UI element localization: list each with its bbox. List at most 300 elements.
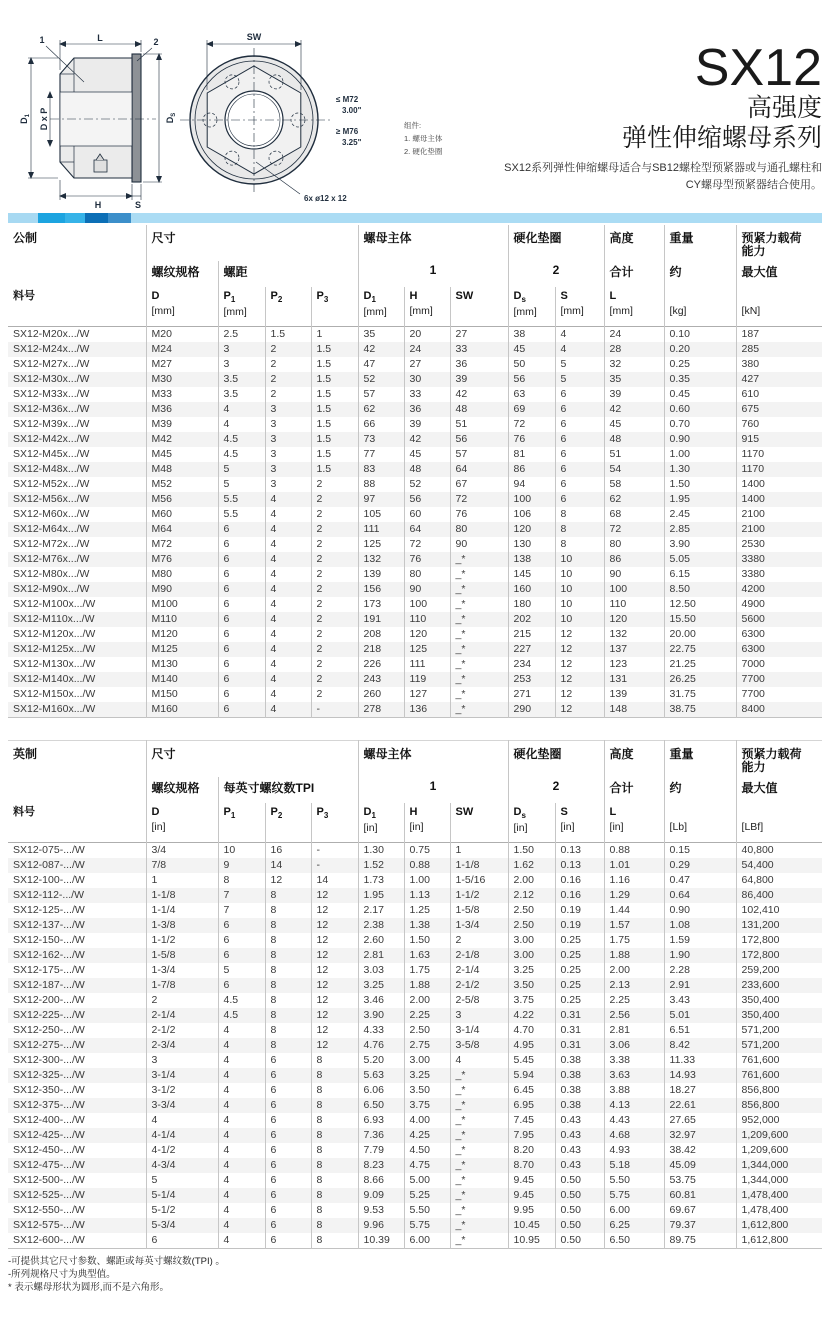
table-row — [8, 993, 822, 1008]
table-cell: 48 — [450, 402, 508, 417]
table-cell: 6 — [555, 477, 604, 492]
table-cell: 191 — [358, 612, 404, 627]
table-row — [8, 447, 822, 462]
table-cell: 0.25 — [555, 993, 604, 1008]
table-cell: 3.06 — [604, 1038, 664, 1053]
table-cell: _* — [450, 1113, 508, 1128]
table-cell: 139 — [604, 687, 664, 702]
table-cell: 4.33 — [358, 1023, 404, 1038]
table-cell: 90 — [604, 567, 664, 582]
table-cell: 2.38 — [358, 918, 404, 933]
table-cell: 4 — [218, 1188, 265, 1203]
table-cell: 1,612,800 — [736, 1218, 822, 1233]
table-cell: SX12-M125x.../W — [13, 643, 96, 655]
table-cell: 5.01 — [664, 1008, 736, 1023]
table-cell: 137 — [604, 642, 664, 657]
table-cell: 131 — [604, 672, 664, 687]
table-cell: M39 — [146, 417, 218, 432]
table-cell: 6300 — [736, 627, 822, 642]
sub-total: 合计 — [604, 777, 664, 803]
table-cell: 15.50 — [664, 612, 736, 627]
table-cell: 8 — [311, 1188, 358, 1203]
table-cell: 4 — [265, 702, 311, 718]
table-row — [8, 1113, 822, 1128]
table-cell: 1.38 — [404, 918, 450, 933]
table-cell: 3380 — [736, 567, 822, 582]
table-cell: SX12-M72x.../W — [13, 538, 90, 550]
table-cell: 62 — [358, 402, 404, 417]
section-label: 英制 — [13, 747, 38, 761]
table-cell: SX12-M33x.../W — [13, 388, 90, 400]
group-header-row — [8, 741, 822, 778]
group-height: 高度 — [604, 741, 664, 778]
table-cell: 27.65 — [664, 1113, 736, 1128]
group-preload: 预紧力载荷 能力 — [736, 741, 822, 778]
table-cell: 0.19 — [555, 918, 604, 933]
table-cell: 8 — [311, 1113, 358, 1128]
sub-max: 最大值 — [736, 261, 822, 287]
table-cell: 2.50 — [508, 918, 555, 933]
table-cell: 8 — [311, 1068, 358, 1083]
table-cell: 5.20 — [358, 1053, 404, 1068]
sub-header-row — [8, 261, 822, 287]
table-cell: 0.50 — [555, 1233, 604, 1249]
imperial-table-header — [8, 741, 822, 843]
table-cell: _* — [450, 1083, 508, 1098]
table-cell: 4.5 — [218, 1008, 265, 1023]
table-cell: 1.30 — [358, 843, 404, 859]
table-cell: 6 — [555, 462, 604, 477]
table-cell: 80 — [404, 567, 450, 582]
table-cell: 6 — [265, 1098, 311, 1113]
thread-max-inch: 3.00" — [342, 106, 362, 115]
table-cell: 12 — [311, 903, 358, 918]
table-cell: 6 — [555, 387, 604, 402]
table-cell: 111 — [404, 657, 450, 672]
table-row — [8, 597, 822, 612]
group-washer: 硬化垫圈 — [508, 225, 604, 261]
table-cell: 0.43 — [555, 1158, 604, 1173]
table-cell: SX12-M90x.../W — [13, 583, 90, 595]
table-cell: _* — [450, 702, 508, 718]
sub-approx: 约 — [664, 261, 736, 287]
sub-part-1: 1 — [358, 261, 508, 287]
table-cell: _* — [450, 1143, 508, 1158]
table-cell: 0.90 — [664, 432, 736, 447]
table-cell: [kg] — [664, 287, 736, 327]
table-cell: 32.97 — [664, 1128, 736, 1143]
table-cell: 6 — [555, 447, 604, 462]
table-row — [8, 507, 822, 522]
table-cell: 2.50 — [508, 903, 555, 918]
table-cell: 761,600 — [736, 1053, 822, 1068]
table-cell: 27 — [404, 357, 450, 372]
table-cell: _* — [450, 1218, 508, 1233]
table-cell: 4 — [218, 1098, 265, 1113]
table-cell: 1.95 — [664, 492, 736, 507]
table-cell: SX12-M45x.../W — [13, 448, 90, 460]
table-cell: 259,200 — [736, 963, 822, 978]
table-cell: 5.63 — [358, 1068, 404, 1083]
table-cell: 8 — [311, 1083, 358, 1098]
table-cell: 料号 — [13, 290, 35, 302]
table-cell: 130 — [508, 537, 555, 552]
table-cell: 226 — [358, 657, 404, 672]
table-row — [8, 552, 822, 567]
table-cell: 80 — [604, 537, 664, 552]
table-cell: $D_s$ [in] — [508, 803, 555, 843]
table-cell: SX12-M140x.../W — [13, 673, 96, 685]
table-cell: 4-1/2 — [146, 1143, 218, 1158]
table-cell: 4 — [218, 1128, 265, 1143]
table-cell: 5.18 — [604, 1158, 664, 1173]
table-cell: 9 — [218, 858, 265, 873]
table-cell: $D_s$ [mm] — [508, 287, 555, 327]
table-cell: 125 — [404, 642, 450, 657]
table-cell: SX12-M130x.../W — [13, 658, 96, 670]
table-cell: 6.25 — [604, 1218, 664, 1233]
table-cell: 88 — [358, 477, 404, 492]
table-cell: 60.81 — [664, 1188, 736, 1203]
table-cell: 8 — [311, 1143, 358, 1158]
table-cell: 131,200 — [736, 918, 822, 933]
table-cell: 12 — [311, 963, 358, 978]
table-cell: 2.25 — [404, 1008, 450, 1023]
table-row — [8, 1173, 822, 1188]
table-cell: 1,209,600 — [736, 1143, 822, 1158]
table-cell: 100 — [604, 582, 664, 597]
table-cell: 1.50 — [404, 933, 450, 948]
table-cell: M33 — [146, 387, 218, 402]
table-cell: 12 — [555, 702, 604, 718]
table-cell: 21.25 — [664, 657, 736, 672]
table-cell: 62 — [604, 492, 664, 507]
table-cell: _* — [450, 642, 508, 657]
table-cell: 38.42 — [664, 1143, 736, 1158]
table-cell: 4.5 — [218, 447, 265, 462]
table-cell: 3.50 — [404, 1083, 450, 1098]
table-cell: SX12-M80x.../W — [13, 568, 90, 580]
table-cell: M56 — [146, 492, 218, 507]
group-preload: 预紧力载荷 能力 — [736, 225, 822, 261]
table-cell: SX12-087-.../W — [13, 859, 85, 871]
table-row — [8, 612, 822, 627]
table-cell: 350,400 — [736, 1008, 822, 1023]
table-cell: 4 — [218, 1053, 265, 1068]
table-row — [8, 627, 822, 642]
table-cell: 427 — [736, 372, 822, 387]
table-row — [8, 1143, 822, 1158]
table-cell: 3 — [265, 447, 311, 462]
table-cell: 3.88 — [604, 1083, 664, 1098]
table-cell: 8 — [311, 1128, 358, 1143]
table-cell: 64 — [404, 522, 450, 537]
group-height: 高度 — [604, 225, 664, 261]
table-cell: 3 — [450, 1008, 508, 1023]
table-cell: 3.63 — [604, 1068, 664, 1083]
table-cell: 4 — [265, 507, 311, 522]
table-cell: 6.50 — [358, 1098, 404, 1113]
table-cell: M125 — [146, 642, 218, 657]
table-row — [8, 1218, 822, 1233]
table-cell: 0.25 — [555, 948, 604, 963]
table-cell: SX12-100-.../W — [13, 874, 85, 886]
table-cell: 5 — [218, 462, 265, 477]
description-line1: SX12系列弹性伸缩螺母适合与SB12螺栓型预紧器或与通孔螺柱和 — [504, 162, 822, 174]
table-cell: SX12-150-.../W — [13, 934, 85, 946]
table-cell: 1.16 — [604, 873, 664, 888]
table-cell: 42 — [404, 432, 450, 447]
table-cell: 1-3/4 — [146, 963, 218, 978]
table-row — [8, 978, 822, 993]
table-cell: 2 — [311, 507, 358, 522]
table-cell: SX12-450-.../W — [13, 1144, 85, 1156]
footnote-1: -可提供其它尺寸参数、螺距或每英寸螺纹数(TPI) 。 — [8, 1256, 225, 1267]
table-cell: 0.25 — [555, 963, 604, 978]
table-row — [8, 642, 822, 657]
table-cell: 12 — [555, 672, 604, 687]
table-cell: 2 — [311, 597, 358, 612]
table-cell: 6300 — [736, 642, 822, 657]
table-cell: 2.28 — [664, 963, 736, 978]
front-view — [180, 40, 330, 194]
footnote-3: * 表示螺母形状为圆形,而不是六角形。 — [8, 1282, 169, 1294]
table-cell: 56 — [508, 372, 555, 387]
table-cell: M27 — [146, 357, 218, 372]
table-cell: M24 — [146, 342, 218, 357]
table-cell: 1,344,000 — [736, 1158, 822, 1173]
table-cell: 6.51 — [664, 1023, 736, 1038]
table-cell: 4 — [218, 1173, 265, 1188]
table-cell: 10 — [555, 567, 604, 582]
table-cell: SX12-M27x.../W — [13, 358, 90, 370]
table-cell: 8 — [311, 1218, 358, 1233]
table-cell: 8.50 — [664, 582, 736, 597]
table-cell: SX12-187-.../W — [13, 979, 85, 991]
table-cell: _* — [450, 612, 508, 627]
table-cell: 42 — [604, 402, 664, 417]
table-cell: 9.45 — [508, 1188, 555, 1203]
table-cell: 1.95 — [358, 888, 404, 903]
table-cell: S [in] — [555, 803, 604, 843]
table-cell: 76 — [508, 432, 555, 447]
dim-label-L: L — [97, 33, 103, 43]
table-cell: M36 — [146, 402, 218, 417]
table-cell: 2 — [311, 477, 358, 492]
callout-2: 2 — [153, 37, 159, 47]
table-cell: 1-3/8 — [146, 918, 218, 933]
table-cell: 100 — [404, 597, 450, 612]
table-cell: 0.13 — [555, 843, 604, 859]
table-cell: SX12-M150x.../W — [13, 688, 96, 700]
table-cell: 3.90 — [358, 1008, 404, 1023]
table-row — [8, 1008, 822, 1023]
table-cell: 4 — [218, 1203, 265, 1218]
table-cell: 8.66 — [358, 1173, 404, 1188]
table-cell: 127 — [404, 687, 450, 702]
table-cell: 5.50 — [604, 1173, 664, 1188]
table-cell: 30 — [404, 372, 450, 387]
table-row — [8, 1098, 822, 1113]
table-cell: 7.79 — [358, 1143, 404, 1158]
table-cell: 2.85 — [664, 522, 736, 537]
table-cell: 16 — [265, 843, 311, 859]
table-cell: SX12-575-.../W — [13, 1219, 85, 1231]
table-cell: 4 — [265, 627, 311, 642]
table-cell: 227 — [508, 642, 555, 657]
table-cell: M72 — [146, 537, 218, 552]
table-cell: 39 — [450, 372, 508, 387]
table-cell: 51 — [450, 417, 508, 432]
table-cell: 156 — [358, 582, 404, 597]
table-row — [8, 477, 822, 492]
table-cell: 0.50 — [555, 1188, 604, 1203]
table-cell: 56 — [450, 432, 508, 447]
table-row — [8, 1038, 822, 1053]
table-cell: 3 — [265, 432, 311, 447]
table-cell: 4.93 — [604, 1143, 664, 1158]
table-cell: _* — [450, 657, 508, 672]
table-cell: 233,600 — [736, 978, 822, 993]
table-cell: 7700 — [736, 672, 822, 687]
table-cell: 202 — [508, 612, 555, 627]
table-cell: 125 — [358, 537, 404, 552]
table-row — [8, 1023, 822, 1038]
table-cell: 6 — [218, 642, 265, 657]
table-cell: 2 — [265, 387, 311, 402]
table-cell: 0.88 — [404, 858, 450, 873]
table-cell: 1.57 — [604, 918, 664, 933]
table-cell: 1400 — [736, 477, 822, 492]
table-cell: M80 — [146, 567, 218, 582]
table-row — [8, 1053, 822, 1068]
table-cell: 0.75 — [404, 843, 450, 859]
table-cell: 6 — [265, 1068, 311, 1083]
table-cell: _* — [450, 1173, 508, 1188]
table-cell: _* — [450, 1233, 508, 1249]
table-cell: $D_1$ [in] — [358, 803, 404, 843]
metric-table-body — [8, 327, 822, 718]
table-cell: [kN] — [736, 287, 822, 327]
table-row — [8, 567, 822, 582]
table-cell: 2 — [311, 567, 358, 582]
table-cell: 6.50 — [604, 1233, 664, 1249]
table-cell: 6 — [265, 1113, 311, 1128]
table-cell: _* — [450, 597, 508, 612]
table-row — [8, 1203, 822, 1218]
table-cell: 4-1/4 — [146, 1128, 218, 1143]
table-cell: 2.60 — [358, 933, 404, 948]
table-cell: 1.5 — [311, 357, 358, 372]
table-cell: 187 — [736, 327, 822, 343]
table-cell: 120 — [404, 627, 450, 642]
table-cell: 1,209,600 — [736, 1128, 822, 1143]
table-cell: 45 — [604, 417, 664, 432]
side-view — [50, 54, 156, 182]
dim-label-S: S — [134, 200, 142, 210]
table-cell: 58 — [604, 477, 664, 492]
table-cell: 2 — [311, 687, 358, 702]
table-cell: SX12-162-.../W — [13, 949, 85, 961]
table-cell: 1-5/8 — [146, 948, 218, 963]
table-cell: 36 — [450, 357, 508, 372]
table-row — [8, 918, 822, 933]
table-cell: 3 — [146, 1053, 218, 1068]
table-cell: $P_2$ — [265, 803, 311, 843]
table-cell: 3.5 — [218, 387, 265, 402]
table-cell: 215 — [508, 627, 555, 642]
table-cell: 64 — [450, 462, 508, 477]
table-cell: SX12-M100x.../W — [13, 598, 96, 610]
table-cell: 5.05 — [664, 552, 736, 567]
table-cell: 76 — [404, 552, 450, 567]
table-cell: 4200 — [736, 582, 822, 597]
table-row — [8, 357, 822, 372]
sub-pitch: 螺距 — [218, 261, 358, 287]
sub-total: 合计 — [604, 261, 664, 287]
table-cell: 4.5 — [218, 993, 265, 1008]
table-cell: 12 — [311, 1038, 358, 1053]
sub-max: 最大值 — [736, 777, 822, 803]
table-cell: SX12-112-.../W — [13, 889, 84, 901]
table-cell: 1,344,000 — [736, 1173, 822, 1188]
table-cell: 5.00 — [404, 1173, 450, 1188]
table-cell: 0.25 — [555, 978, 604, 993]
table-cell: SX12-M56x.../W — [13, 493, 90, 505]
table-cell: SX12-M36x.../W — [13, 403, 90, 415]
table-cell: - — [311, 858, 358, 873]
table-row — [8, 858, 822, 873]
table-cell: 1.44 — [604, 903, 664, 918]
table-cell: D [in] — [146, 803, 218, 843]
table-cell: D [mm] — [146, 287, 218, 327]
table-cell: 172,800 — [736, 933, 822, 948]
table-cell: 761,600 — [736, 1068, 822, 1083]
table-cell: M90 — [146, 582, 218, 597]
table-cell: 8 — [311, 1053, 358, 1068]
dim-label-Ds: $D_S$ — [165, 112, 177, 124]
table-cell: 18.27 — [664, 1083, 736, 1098]
table-cell: 856,800 — [736, 1098, 822, 1113]
table-cell: 12 — [311, 993, 358, 1008]
table-row — [8, 522, 822, 537]
table-cell: 4 — [265, 492, 311, 507]
table-cell: 10.95 — [508, 1233, 555, 1249]
table-cell: SX12-M48x.../W — [13, 463, 90, 475]
table-cell: 1400 — [736, 492, 822, 507]
table-cell: S [mm] — [555, 287, 604, 327]
table-cell: 8 — [555, 522, 604, 537]
table-cell: 4.75 — [404, 1158, 450, 1173]
table-cell: 89.75 — [664, 1233, 736, 1249]
table-cell: - — [311, 702, 358, 718]
table-cell: 63 — [508, 387, 555, 402]
table-cell: 2-1/8 — [450, 948, 508, 963]
table-cell: M48 — [146, 462, 218, 477]
table-cell: 0.31 — [555, 1008, 604, 1023]
table-cell: 3 — [218, 357, 265, 372]
table-cell: 42 — [450, 387, 508, 402]
table-cell: _* — [450, 1203, 508, 1218]
table-cell: 0.90 — [664, 903, 736, 918]
table-cell: 3.43 — [664, 993, 736, 1008]
table-cell: 8.23 — [358, 1158, 404, 1173]
table-cell: 2.00 — [404, 993, 450, 1008]
table-row — [8, 873, 822, 888]
table-cell: 3.00 — [404, 1053, 450, 1068]
imperial-table — [8, 740, 822, 1249]
table-cell: 64,800 — [736, 873, 822, 888]
